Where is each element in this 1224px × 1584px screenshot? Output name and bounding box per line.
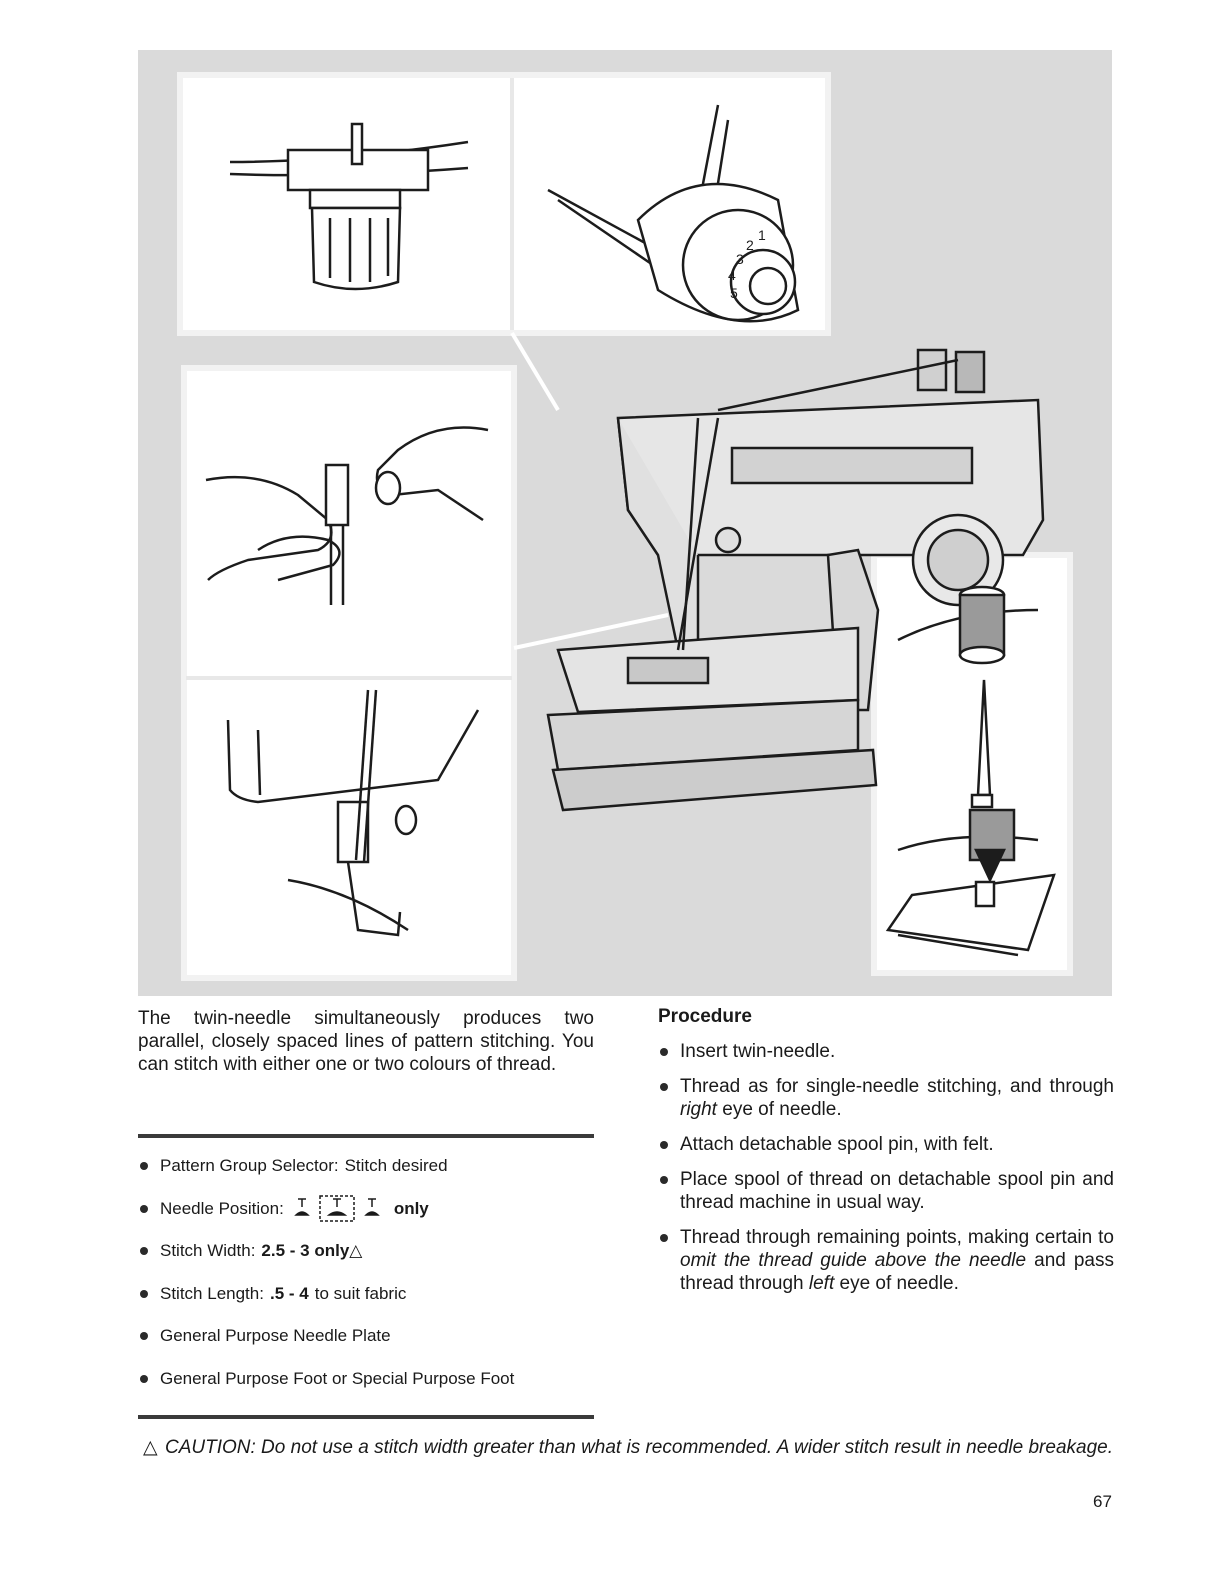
- intro-paragraph: The twin-needle simultaneously produces two parallel, closely spaced lines of pattern stitching. You can stitch with either one or two colours of thread.: [138, 1008, 594, 1075]
- setting-value: .5 - 4: [269, 1283, 309, 1303]
- setting-label: Stitch Length:: [160, 1283, 264, 1303]
- setting-label: Pattern Group Selector:: [160, 1156, 339, 1175]
- step-text: Insert twin-needle.: [680, 1041, 836, 1062]
- bullet-icon: [660, 1048, 668, 1056]
- bottom-divider: [138, 1415, 594, 1419]
- setting-stitch-width: [138, 1241, 608, 1284]
- setting-label: Stitch Width:: [160, 1241, 256, 1260]
- setting-needle-plate: [138, 1326, 608, 1369]
- bullet-icon: [140, 1332, 148, 1340]
- left-inset-frame: [184, 368, 514, 978]
- bullet-icon: [660, 1083, 668, 1091]
- setting-label: General Purpose Foot or Special Purpose Foot: [160, 1368, 515, 1388]
- setting-needle-position: [138, 1199, 608, 1242]
- sewing-machine-illustration: [138, 50, 1112, 996]
- dial-number-2: 2: [746, 237, 754, 253]
- setting-value: only: [393, 1198, 429, 1218]
- setting-stitch-length: [138, 1284, 608, 1327]
- step-text: Place spool of thread on detachable spool pin and thread machine in usual way.: [680, 1169, 1114, 1213]
- bullet-icon: [660, 1176, 668, 1184]
- bullet-icon: [140, 1290, 148, 1298]
- bullet-icon: [140, 1205, 148, 1213]
- procedure-step: [658, 1040, 1114, 1063]
- step-text: Thread as for single-needle stitching, and through right eye of needle.: [680, 1076, 1114, 1120]
- settings-list: [138, 1156, 608, 1411]
- caution-note: [143, 1436, 1140, 1459]
- bullet-icon: [140, 1247, 148, 1255]
- setting-suffix: to suit fabric: [314, 1283, 407, 1303]
- dial-number-4: 4: [728, 267, 736, 283]
- needle-position-icon: [294, 1193, 384, 1223]
- procedure-list: [658, 1040, 1114, 1307]
- setting-value: Stitch desired: [344, 1156, 448, 1175]
- procedure-step: [658, 1075, 1114, 1121]
- setting-label: Needle Position:: [160, 1198, 284, 1218]
- dial-number-3: 3: [736, 251, 744, 267]
- caution-text: CAUTION: Do not use a stitch width greater than what is recommended. A wider stitch result in needle breakage.: [165, 1437, 1113, 1458]
- bullet-icon: [140, 1162, 148, 1170]
- caution-triangle-icon: △: [349, 1241, 363, 1260]
- procedure-step: [658, 1168, 1114, 1214]
- procedure-step: [658, 1133, 1114, 1156]
- bullet-icon: [660, 1141, 668, 1149]
- procedure-step: [658, 1226, 1114, 1295]
- step-text: Thread through remaining points, making certain to omit the thread guide above the needle and pass thread through left eye of needle.: [680, 1227, 1114, 1294]
- dial-number-5: 5: [730, 285, 738, 301]
- bullet-icon: [140, 1375, 148, 1383]
- illustration-panel: [138, 50, 1112, 996]
- setting-label: General Purpose Needle Plate: [160, 1326, 391, 1345]
- step-text: Attach detachable spool pin, with felt.: [680, 1134, 994, 1155]
- caution-triangle-icon: △: [143, 1437, 158, 1458]
- setting-value: 2.5 - 3 only: [261, 1241, 350, 1260]
- top-divider: [138, 1134, 594, 1138]
- dial-number-1: 1: [758, 227, 766, 243]
- page-number: 67: [1093, 1492, 1112, 1511]
- setting-foot: [138, 1369, 608, 1412]
- bullet-icon: [660, 1234, 668, 1242]
- procedure-title: Procedure: [658, 1006, 752, 1027]
